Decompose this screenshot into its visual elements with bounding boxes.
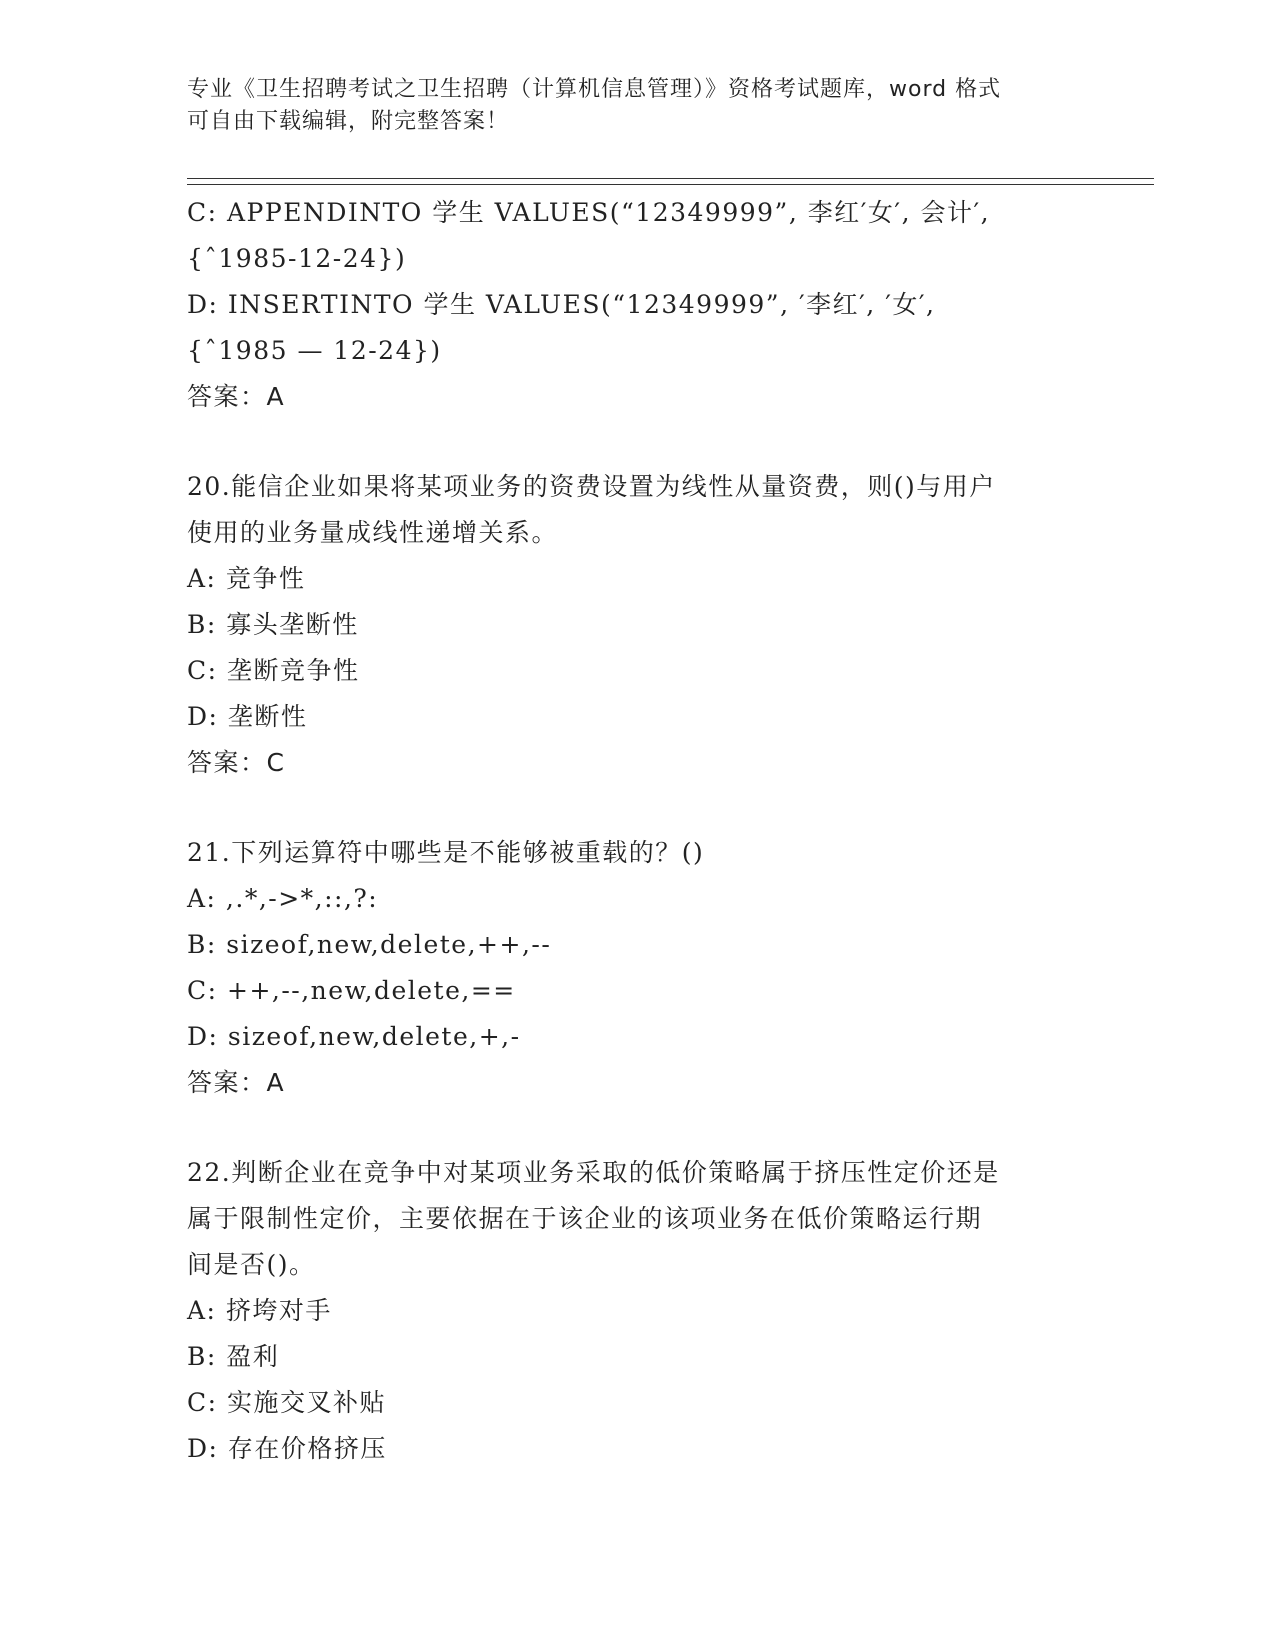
question-stem-line-1: 20.能信企业如果将某项业务的资费设置为线性从量资费，则()与用户	[187, 472, 996, 501]
option-d: D: 垄断性	[187, 702, 308, 731]
question-21	[187, 830, 1087, 1106]
question-20	[187, 464, 1087, 786]
option-c-line-1: C: APPENDINTO 学生 VALUES(“12349999”, 李红′女′, 会计′,	[187, 198, 991, 227]
document-header	[187, 74, 1087, 138]
option-b: B: 寡头垄断性	[187, 610, 359, 639]
option-a: A: 挤垮对手	[187, 1296, 332, 1325]
question-stem-line-3: 间是否()。	[187, 1250, 316, 1279]
header-line-1: 专业《卫生招聘考试之卫生招聘（计算机信息管理）》资格考试题库，word 格式	[187, 77, 1002, 102]
option-c: C: 垄断竞争性	[187, 656, 360, 685]
header-divider-bottom	[187, 184, 1154, 185]
option-c: C: 实施交叉补贴	[187, 1388, 386, 1417]
question-22	[187, 1150, 1087, 1472]
option-b: B: sizeof,new,delete,++,--	[187, 930, 552, 959]
spacer	[187, 1106, 1087, 1150]
question-19	[187, 190, 1087, 420]
question-content	[187, 190, 1087, 1472]
option-d-line-2: {ˆ1985 — 12-24})	[187, 336, 442, 365]
answer: 答案：C	[187, 748, 286, 777]
answer: 答案：A	[187, 382, 286, 411]
question-stem-line-1: 22.判断企业在竞争中对某项业务采取的低价策略属于挤压性定价还是	[187, 1158, 1000, 1187]
question-stem-line-2: 使用的业务量成线性递增关系。	[187, 518, 559, 547]
spacer	[187, 420, 1087, 464]
option-d: D: 存在价格挤压	[187, 1434, 387, 1463]
option-d-line-1: D: INSERTINTO 学生 VALUES(“12349999”, ′李红′, ′女′,	[187, 290, 936, 319]
spacer	[187, 786, 1087, 830]
question-stem-line-2: 属于限制性定价，主要依据在于该企业的该项业务在低价策略运行期	[187, 1204, 983, 1233]
answer: 答案：A	[187, 1068, 286, 1097]
option-c: C: ++,--,new,delete,==	[187, 976, 516, 1005]
option-a: A: ,.*,->*,::,?:	[187, 884, 379, 913]
option-b: B: 盈利	[187, 1342, 280, 1371]
option-c-line-2: {ˆ1985-12-24})	[187, 244, 407, 273]
question-stem: 21.下列运算符中哪些是不能够被重载的？()	[187, 838, 705, 867]
header-line-2: 可自由下载编辑，附完整答案！	[187, 109, 510, 134]
option-a: A: 竞争性	[187, 564, 306, 593]
header-divider-top	[187, 178, 1154, 179]
option-d: D: sizeof,new,delete,+,-	[187, 1022, 521, 1051]
